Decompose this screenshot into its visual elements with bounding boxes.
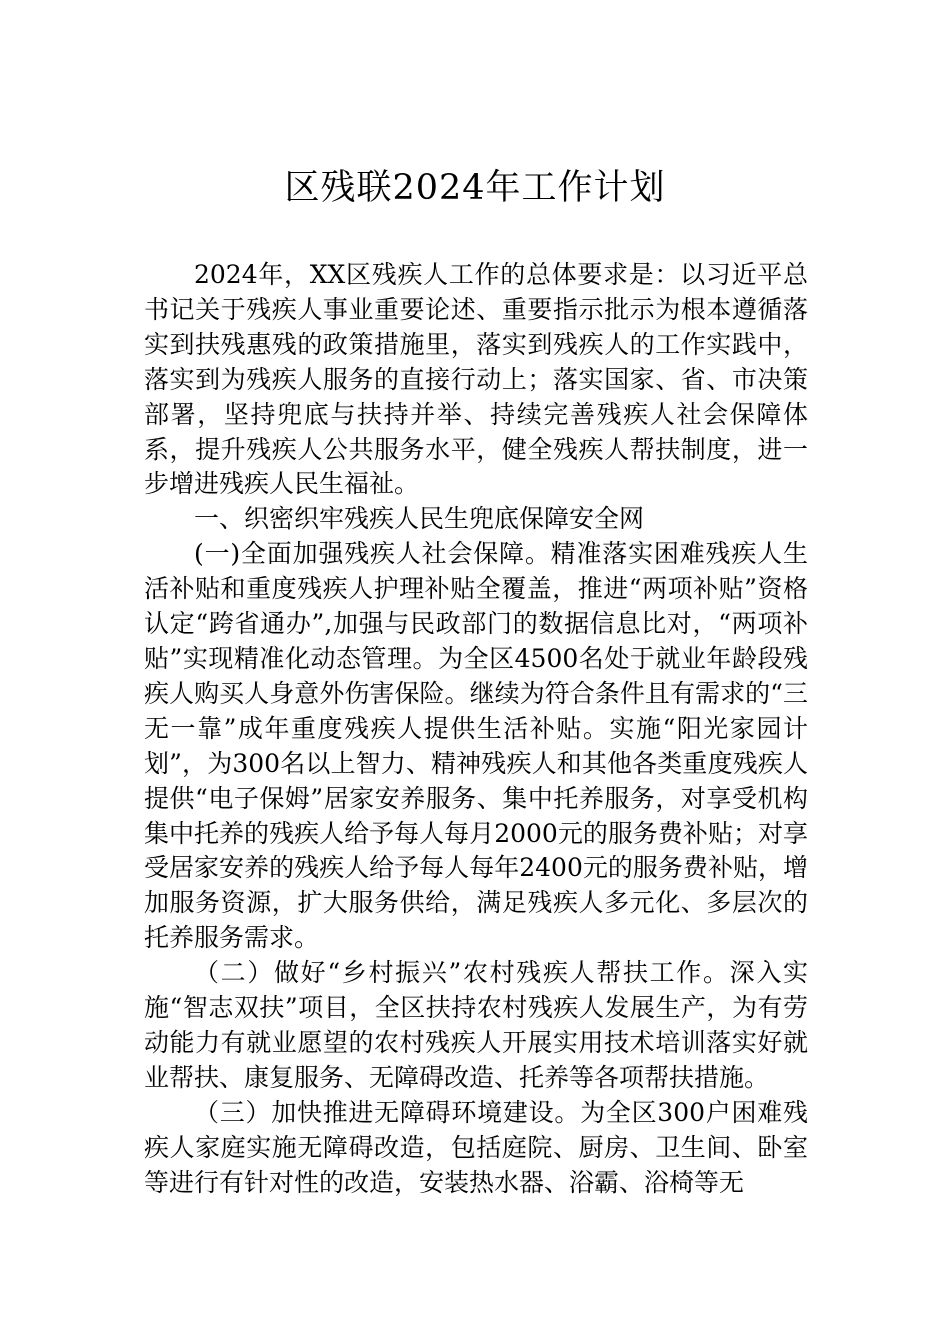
document-title: 区残联2024年工作计划 bbox=[284, 168, 666, 208]
document-body bbox=[144, 258, 808, 1200]
paragraph-social-security: (一)全面加强残疾人社会保障。精准落实困难残疾人生活补贴和重度残疾人护理补贴全覆盖，推进“两项补贴”资格认定“跨省通办”,加强与民政部门的数据信息比对，“两项补贴”实现精准化动态管理。为全区4500名处于就业年龄段残疾人购买人身意外伤害保险。继续为符合条件且有需求的“三无一靠”成年重度残疾人提供生活补贴。实施“阳光家园计划”，为300名以上智力、精神残疾人和其他各类重度残疾人提供“电子保姆”居家安养服务、集中托养服务，对享受机构集中托养的残疾人给予每人每月2000元的服务费补贴；对享受居家安养的残疾人给予每人每年2400元的服务费补贴，增加服务资源，扩大服务供给，满足残疾人多元化、多层次的托养服务需求。 bbox=[144, 539, 808, 953]
paragraph-accessibility: （三）加快推进无障碍环境建设。为全区300户困难残疾人家庭实施无障碍改造，包括庭院、厨房、卫生间、卧室等进行有针对性的改造，安装热水器、浴霸、浴椅等无 bbox=[144, 1097, 808, 1197]
section-heading-1: 一、织密织牢残疾人民生兜底保障安全网 bbox=[194, 504, 645, 534]
paragraph-rural-revitalization: （二）做好“乡村振兴”农村残疾人帮扶工作。深入实施“智志双扶”项目，全区扶持农村残疾人发展生产，为有劳动能力有就业愿望的农村残疾人开展实用技术培训落实好就业帮扶、康复服务、无障碍改造、托养等各项帮扶措施。 bbox=[144, 958, 808, 1092]
paragraph-overview: 2024年，XX区残疾人工作的总体要求是：以习近平总书记关于残疾人事业重要论述、重要指示批示为根本遵循落实到扶残惠残的政策措施里，落实到残疾人的工作实践中，落实到为残疾人服务的直接行动上；落实国家、省、市决策部署，坚持兜底与扶持并举、持续完善残疾人社会保障体系，提升残疾人公共服务水平，健全残疾人帮扶制度，进一步增进残疾人民生福祉。 bbox=[144, 260, 808, 499]
